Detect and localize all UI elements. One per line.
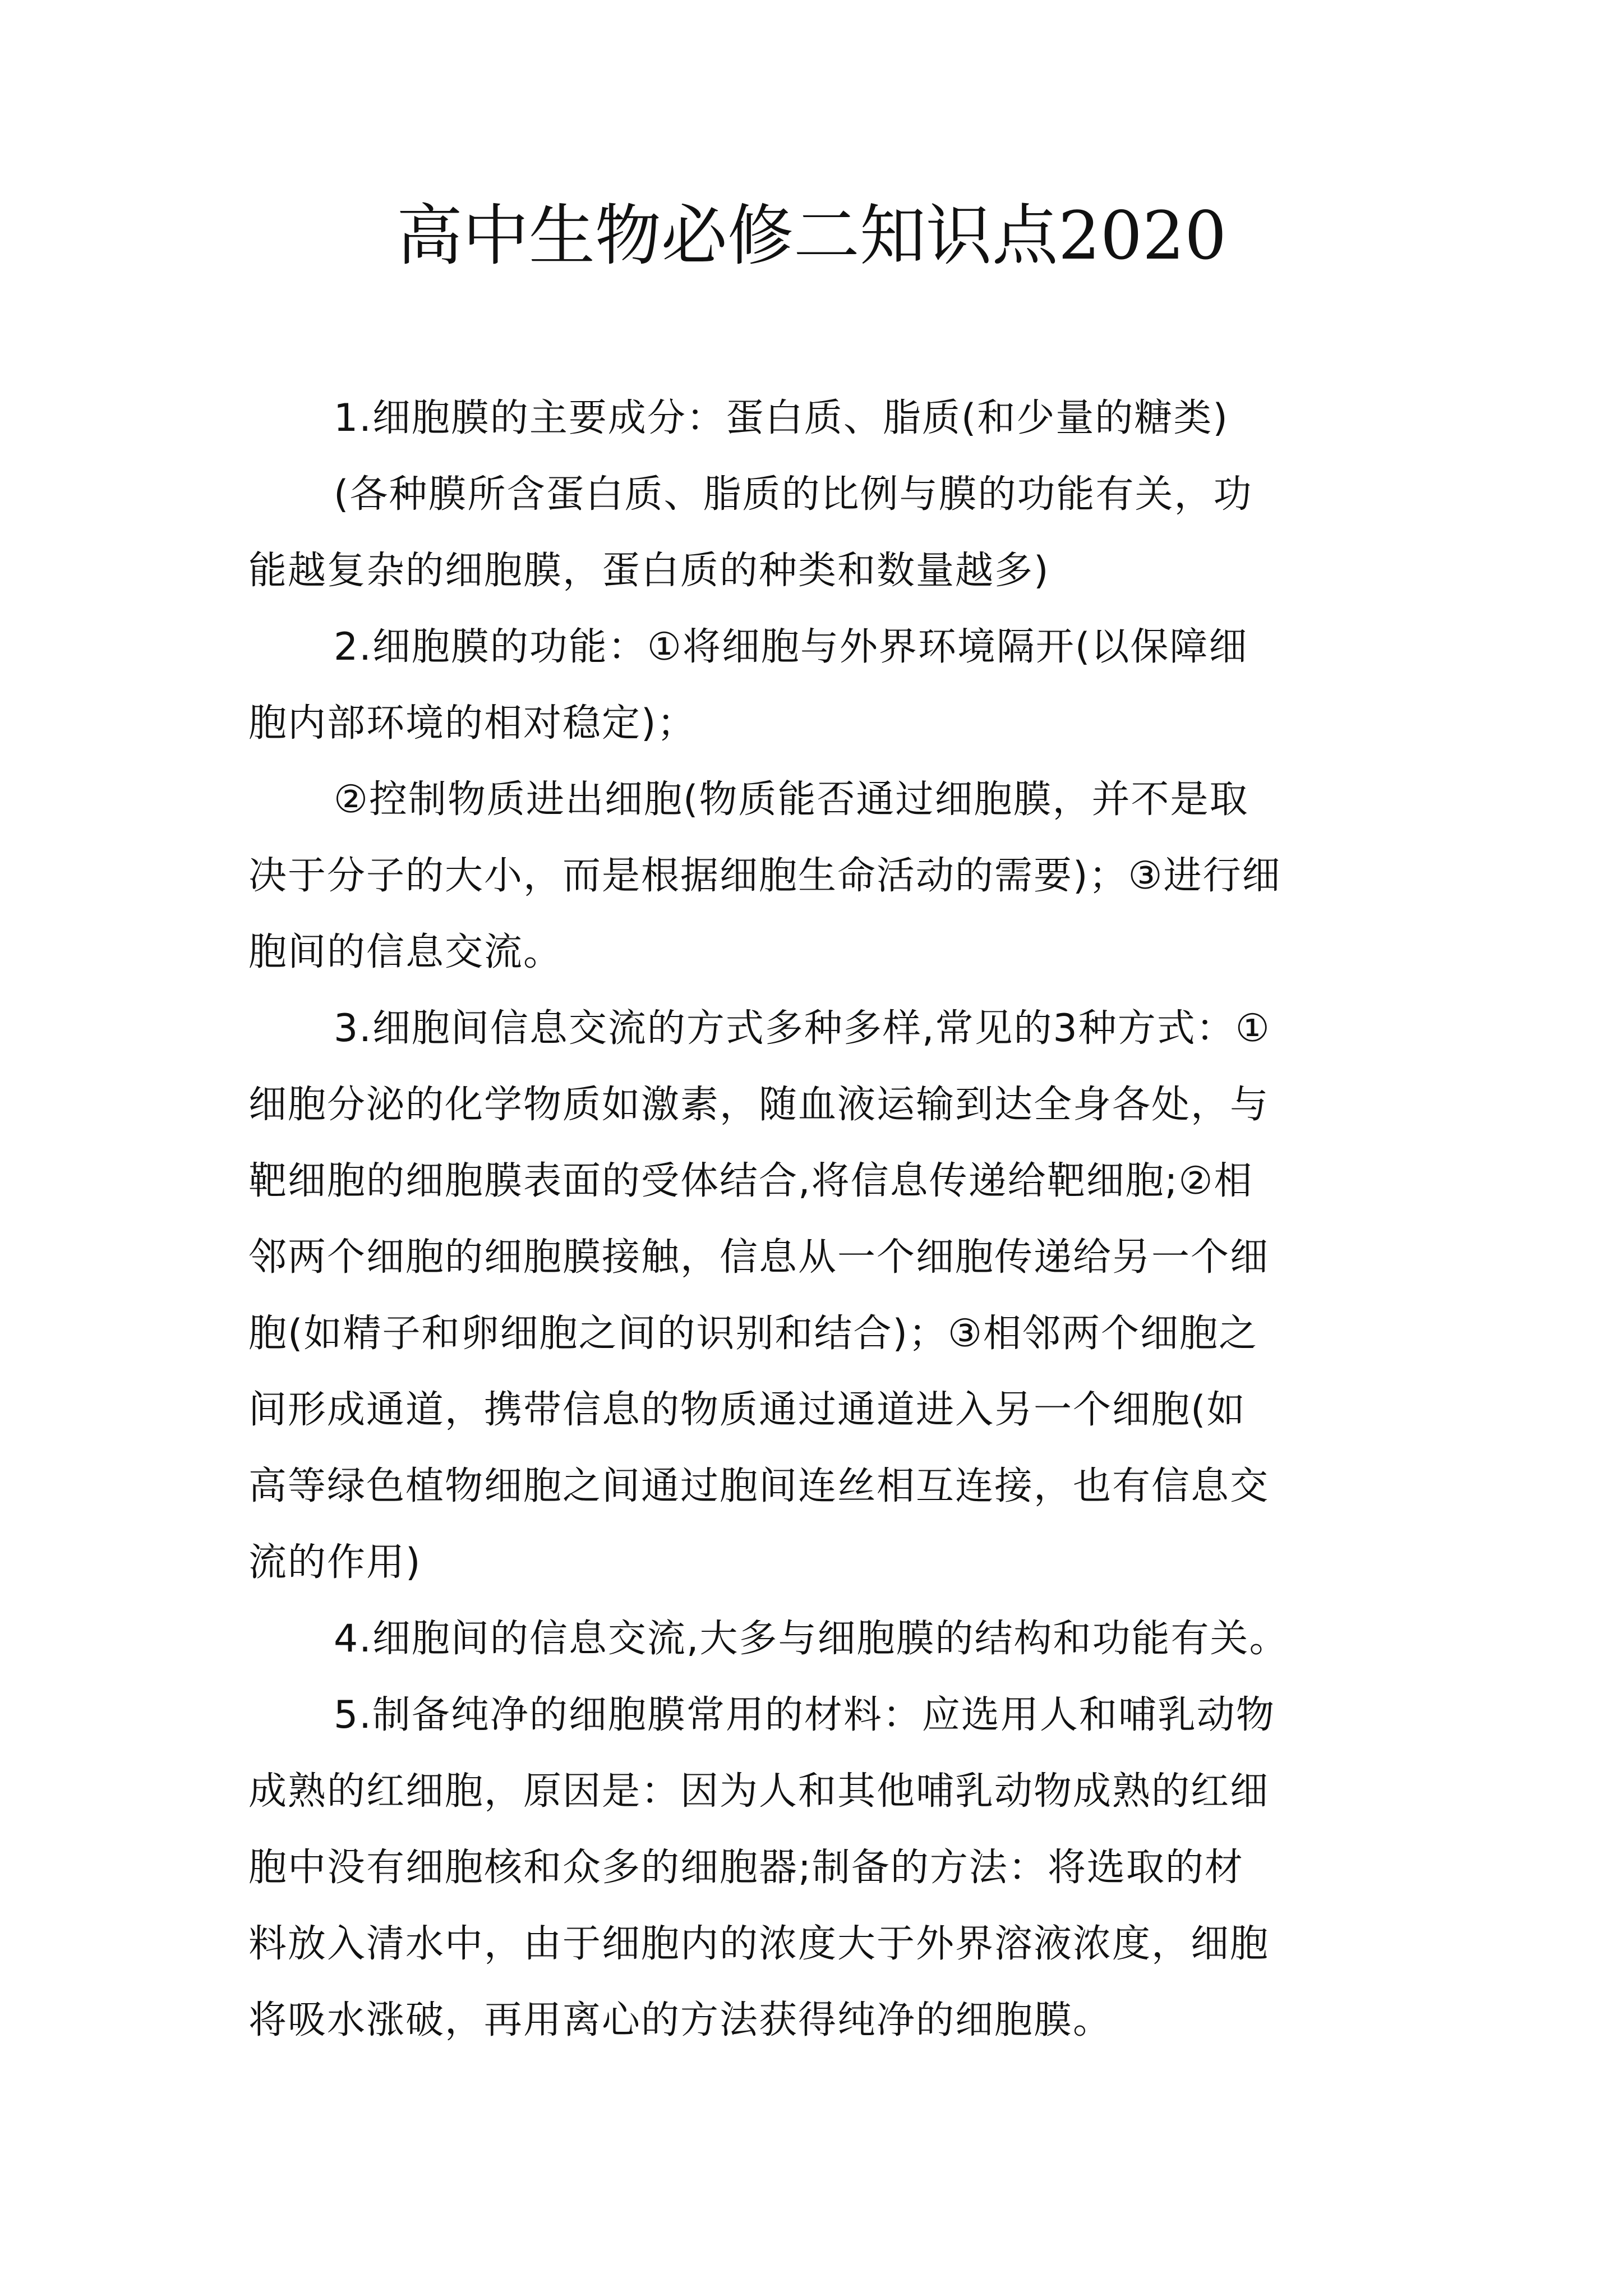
paragraph-line: 流的作用) — [248, 1540, 422, 1585]
page-title: 高中生物必修二知识点2020 — [396, 197, 1227, 274]
paragraph-line: 胞间的信息交流。 — [248, 930, 563, 974]
paragraph-2 — [248, 609, 1376, 762]
paragraph-line: 靶细胞的细胞膜表面的受体结合,将信息传递给靶细胞;②相 — [248, 1159, 1253, 1203]
paragraph-4 — [248, 991, 1376, 1601]
paragraph-line: 3.细胞间信息交流的方式多种多样,常见的3种方式：① — [334, 1006, 1271, 1051]
paragraph-line: 2.细胞膜的功能：①将细胞与外界环境隔开(以保障细 — [334, 625, 1248, 669]
paragraph-line: 高等绿色植物细胞之间通过胞间连丝相互连接，也有信息交 — [248, 1464, 1270, 1508]
paragraph-line: 细胞分泌的化学物质如激素，随血液运输到达全身各处，与 — [248, 1083, 1270, 1127]
paragraph-line: 料放入清水中，由于细胞内的浓度大于外界溶液浓度，细胞 — [248, 1922, 1270, 1966]
paragraph-line: 胞内部环境的相对稳定)； — [248, 701, 697, 746]
paragraph-6 — [248, 1677, 1376, 2059]
paragraph-line: 将吸水涨破，再用离心的方法获得纯净的细胞膜。 — [248, 1998, 1113, 2042]
paragraph-5 — [248, 1601, 1376, 1677]
paragraph-line: ②控制物质进出细胞(物质能否通过细胞膜，并不是取 — [334, 777, 1249, 822]
paragraph-line: 5.制备纯净的细胞膜常用的材料：应选用人和哺乳动物 — [334, 1693, 1275, 1737]
paragraph-line: 成熟的红细胞，原因是：因为人和其他哺乳动物成熟的红细 — [248, 1769, 1270, 1814]
paragraph-3 — [248, 762, 1376, 991]
paragraph-line: 胞(如精子和卵细胞之间的识别和结合)；③相邻两个细胞之 — [248, 1312, 1258, 1356]
paragraph-line: 1.细胞膜的主要成分：蛋白质、脂质(和少量的糖类) — [334, 396, 1229, 440]
paragraph-line: 邻两个细胞的细胞膜接触，信息从一个细胞传递给另一个细 — [248, 1235, 1270, 1280]
paragraph-line: 间形成通道，携带信息的物质通过通道进入另一个细胞(如 — [248, 1388, 1246, 1432]
paragraph-1 — [248, 380, 1376, 609]
paragraph-line: 胞中没有细胞核和众多的细胞器;制备的方法：将选取的材 — [248, 1846, 1244, 1890]
document-body — [248, 380, 1376, 2059]
paragraph-line: 4.细胞间的信息交流,大多与细胞膜的结构和功能有关。 — [334, 1617, 1289, 1661]
paragraph-line: (各种膜所含蛋白质、脂质的比例与膜的功能有关，功 — [334, 472, 1253, 517]
paragraph-line: 决于分子的大小，而是根据细胞生命活动的需要)；③进行细 — [248, 854, 1281, 898]
paragraph-line: 能越复杂的细胞膜，蛋白质的种类和数量越多) — [248, 549, 1050, 593]
